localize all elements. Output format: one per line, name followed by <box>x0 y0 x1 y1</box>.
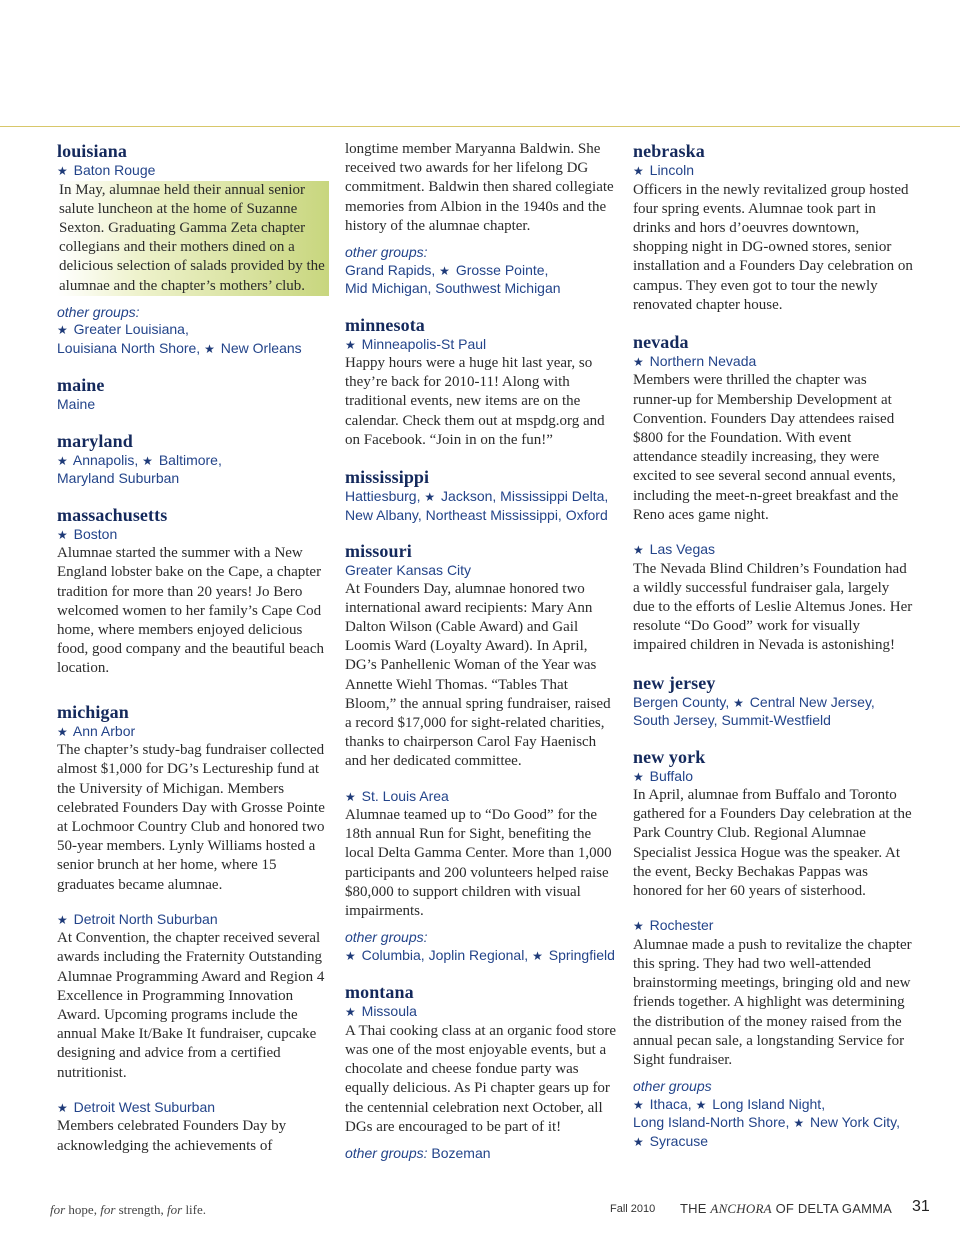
column-1 <box>57 140 329 1156</box>
section-mississippi <box>345 466 620 524</box>
other-groups-list: Louisiana North Shore, ★ New Orleans <box>57 339 302 356</box>
star-icon: ★ <box>633 919 644 934</box>
star-icon: ★ <box>57 912 68 927</box>
state-heading: montana <box>345 982 414 1003</box>
column-3 <box>633 140 913 1151</box>
chapter-name: ★ Boston <box>57 525 118 542</box>
chapter-name: ★ Las Vegas <box>633 541 716 558</box>
section-massachusetts <box>57 504 329 679</box>
header-rule <box>0 126 960 127</box>
state-heading: nebraska <box>633 141 705 161</box>
chapter-news: At Convention, the chapter received several awards including the Fraternity Outstanding Alumnae Programming Award and Region 4 Excellence in Programming Innovation Award. Upcoming programs include the annual Make It/Bake It fundraiser, cupcake designing and advice from a certified nutritionist. <box>57 930 325 1081</box>
state-heading: mississippi <box>345 467 430 488</box>
chapter-name: ★ Ann Arbor <box>57 722 136 739</box>
section-maine <box>57 374 329 414</box>
star-icon: ★ <box>695 1097 707 1112</box>
star-icon: ★ <box>204 341 215 356</box>
other-groups-label: other groups: <box>57 303 140 320</box>
star-icon: ★ <box>57 323 68 338</box>
continued-text: longtime member Maryanna Baldwin. She received two awards for her lifelong DG commitment. Baldwin then shared collegiate memories from Albion in the 1940s and the history of the alumnae chapter. <box>345 141 614 234</box>
section-michigan <box>57 701 329 1156</box>
state-heading: michigan <box>57 701 129 722</box>
star-icon: ★ <box>345 337 356 352</box>
state-heading: louisiana <box>57 141 127 161</box>
star-icon: ★ <box>345 948 356 963</box>
star-icon: ★ <box>633 1134 644 1149</box>
chapter-name: Greater Kansas City <box>345 562 472 579</box>
section-nebraska <box>633 140 913 315</box>
star-icon: ★ <box>142 453 153 468</box>
state-heading: missouri <box>345 541 412 562</box>
other-groups-label: other groups: <box>345 929 428 946</box>
other-groups-list: Long Island-North Shore, ★ New York City, <box>633 1114 900 1131</box>
star-icon: ★ <box>793 1116 805 1131</box>
chapter-list: New Albany, Northeast Mississippi, Oxford <box>345 506 608 523</box>
chapter-news: Alumnae teamed up to “Do Good” for the 18th annual Run for Sight, benefiting the local Delta Gamma Center. More than 1,000 participants and 200 volunteers helped raise $80,000 to support children with visual impairments. <box>345 807 612 920</box>
section-new-jersey <box>633 672 913 730</box>
star-icon: ★ <box>532 948 543 963</box>
chapter-news: Members were thrilled the chapter was runner-up for Membership Development at Convention. Founders Day attendees raised $800 for the Foundation. With event attendance steadily increasing, they were excited to see several second annual events, including the meet-n-greet breakfast and the Reno aces game night. <box>633 372 899 523</box>
other-groups-list: ★ Greater Louisiana, <box>57 321 189 338</box>
chapter-name: ★ Rochester <box>633 917 714 934</box>
chapter-news: Members celebrated Founders Day by acknowledging the achievements of <box>57 1118 287 1154</box>
footer-tagline: for hope, for strength, for life. <box>50 1202 207 1217</box>
chapter-news: Happy hours were a huge hit last year, so they’re back for 2010-11! Along with traditional events, new items are on the calendar. Check them out at mspdg.org and on Facebook. “Join in on the fun!” <box>345 355 605 448</box>
other-groups-list: Grand Rapids, ★ Grosse Pointe, <box>345 261 549 278</box>
star-icon: ★ <box>424 490 436 505</box>
star-icon: ★ <box>57 724 68 739</box>
state-heading: maryland <box>57 430 133 451</box>
chapter-name: ★ Detroit North Suburban <box>57 910 218 927</box>
chapter-news: At Founders Day, alumnae honored two international award recipients: Mary Ann Dalton Wilson (Cable Award) and Gail Loomis Ward (Loyalty Award). In April, DG’s Panhellenic Woman of the Year was Annette Wiehl Thomas. “Tables That Bloom,” the annual spring fundraiser, raised a record $17,000 for sight-related charities, thanks to chairperson Carol Fay Haenisch and her dedicated committee. <box>345 580 611 770</box>
chapter-news: Alumnae started the summer with a New England lobster bake on the Cape, a chapter tradition for more than 20 years! Jo Bero welcomed women to her family’s Cape Cod home, where members enjoyed delicious food, good company and the beautiful beach location. <box>57 545 324 677</box>
chapter-name: ★ Buffalo <box>633 767 693 784</box>
other-groups-list: ★ Ithaca, ★ Long Island Night, <box>633 1095 826 1112</box>
chapter-name: ★ Northern Nevada <box>633 352 757 369</box>
other-groups-label: other groups: <box>345 244 428 261</box>
chapter-news: The Nevada Blind Children’s Foundation had a wildly successful fundraiser gala, largely due to the efforts of Leslie Altemus Jones. Her resolute “Do Good” work for visually impaired children in Nevada is astonishing! <box>633 560 913 654</box>
state-heading: maine <box>57 375 105 396</box>
chapter-name: ★ Minneapolis-St Paul <box>345 335 487 352</box>
other-groups-list: Mid Michigan, Southwest Michigan <box>345 280 561 297</box>
chapter-news: The chapter’s study-bag fundraiser collected almost $1,000 for DG’s Lectureship fund at the University of Michigan. Members celebrated Founders Day with Grosse Pointe at Lochmoor Country Club and honored two 50-year members. Lynly Williams hosted a senior brunch at her home, where 15 graduates became alumnae. <box>57 742 325 893</box>
chapter-name: ★ Lincoln <box>633 162 695 178</box>
column-2 <box>345 140 620 1163</box>
footer-magazine-title: THE ANCHORA OF DELTA GAMMA <box>680 1201 893 1216</box>
section-nevada <box>633 331 913 656</box>
section-louisiana <box>57 140 329 358</box>
star-icon: ★ <box>733 695 744 710</box>
chapter-list: Hattiesburg, ★ Jackson, Mississippi Delta, <box>345 488 609 505</box>
state-heading: massachusetts <box>57 504 168 525</box>
chapter-name: ★ Baton Rouge <box>57 162 156 178</box>
section-maryland <box>57 430 329 488</box>
chapter-news: In April, alumnae from Buffalo and Toronto gathered for a Founders Day celebration at the Park Country Club. Regional Alumnae Specialist Jessica Hogue was the speaker. At the event, Becky Bechakas Pappas was honored for her 60 years of sisterhood. <box>633 787 912 900</box>
star-icon: ★ <box>439 263 450 278</box>
other-groups-list: ★ Columbia, Joplin Regional, ★ Springfield <box>345 946 615 963</box>
state-heading: nevada <box>633 331 689 352</box>
star-icon: ★ <box>633 164 644 178</box>
chapter-list: Bergen County, ★ Central New Jersey, <box>633 693 875 710</box>
chapter-name: ★ Detroit West Suburban <box>57 1098 216 1115</box>
chapter-news: Officers in the newly revitalized group hosted four spring events. Alumnae took part in drinks and hors d’oeuvres downtown, shopping night in DG-owned stores, senior installation and a Founders Day celebration on campus. They even got to tour the newly renovated chapter house. <box>633 181 913 313</box>
state-heading: new york <box>633 746 706 767</box>
star-icon: ★ <box>57 453 68 468</box>
state-heading: new jersey <box>633 672 716 693</box>
section-montana <box>345 981 620 1162</box>
star-icon: ★ <box>633 354 644 369</box>
star-icon: ★ <box>633 769 644 784</box>
other-groups-label: other groups <box>633 1078 712 1095</box>
chapter-list: Maryland Suburban <box>57 470 180 487</box>
chapter-name: Maine <box>57 396 96 413</box>
chapter-list: South Jersey, Summit-Westfield <box>633 712 831 729</box>
chapter-name: ★ Missoula <box>345 1003 417 1020</box>
chapter-news: Alumnae made a push to revitalize the chapter this spring. They had two well-attended brainstorming meetings, bringing old and new friends together. A highlight was determining the distribution of the money raised from the annual pecan sale, a longstanding Service for Sight fundraiser. <box>633 936 912 1068</box>
other-groups-list: other groups: Bozeman <box>345 1145 491 1161</box>
star-icon: ★ <box>345 789 356 804</box>
other-groups-list: ★ Syracuse <box>633 1132 709 1149</box>
star-icon: ★ <box>633 543 644 558</box>
star-icon: ★ <box>57 164 68 178</box>
section-missouri <box>345 540 620 965</box>
star-icon: ★ <box>57 1100 68 1115</box>
star-icon: ★ <box>345 1005 356 1020</box>
footer-issue-date: Fall 2010 <box>610 1203 656 1215</box>
chapter-list: ★ Annapolis, ★ Baltimore, <box>57 451 222 468</box>
chapter-news-highlighted: In May, alumnae held their annual senior salute luncheon at the home of Suzanne Sexton. Graduating Gamma Zeta chapter collegians and their mothers dined on a delicious selection of salads provided by the alumnae and the chapter’s mothers’ club. <box>57 181 329 296</box>
chapter-name: ★ St. Louis Area <box>345 787 449 804</box>
section-minnesota <box>345 314 620 451</box>
star-icon: ★ <box>633 1097 644 1112</box>
section-new-york <box>633 746 913 1152</box>
state-heading: minnesota <box>345 314 425 335</box>
page-number: 31 <box>912 1198 930 1215</box>
chapter-news: A Thai cooking class at an organic food store was one of the most enjoyable events, but a chocolate and cheese fondue party was equally delicious. As Pi chapter gears up for the centennial celebration next October, all DGs are encouraged to be part of it! <box>345 1022 617 1135</box>
star-icon: ★ <box>57 527 68 542</box>
